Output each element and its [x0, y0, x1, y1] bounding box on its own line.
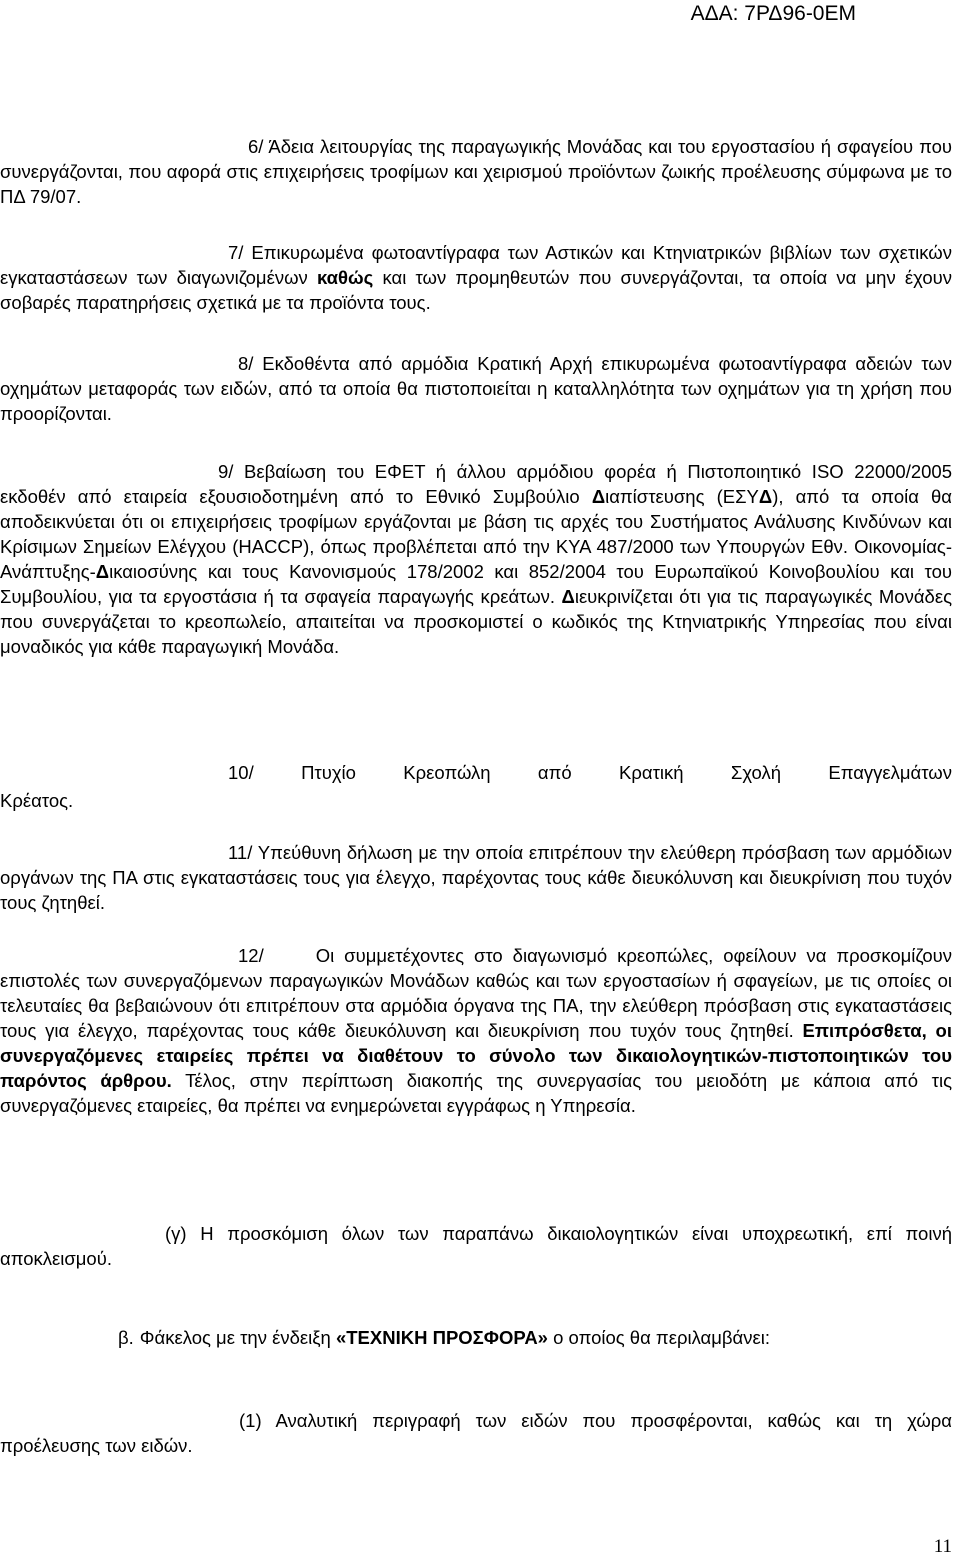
- paragraph-9-bold-1: Δ: [591, 486, 606, 507]
- paragraph-7-text-b: και των προμηθευτών που συνεργάζονται, τα οποία να μην έχουν σοβαρές παρατηρήσεις σχετικά με τα προϊόντα τους.: [0, 267, 953, 313]
- paragraph-g: (γ) Η προσκόμιση όλων των παραπάνω δικαιολογητικών είναι υποχρεωτική, επί ποινή αποκλεισμού.: [0, 1223, 952, 1269]
- paragraph-12-text-b: Τέλος, στην περίπτωση διακοπής της συνεργασίας του μειοδότη με κάποια από τις συνεργαζόμενες εταιρείες, θα πρέπει να ενημερώνεται εγγράφως η Υπηρεσία.: [0, 1070, 952, 1116]
- paragraph-10-line-1: 10/ Πτυχίο Κρεοπώλη από Κρατική Σχολή Επαγγελμάτων: [228, 762, 952, 783]
- paragraph-b-text-b: ο οποίος θα περιλαμβάνει:: [547, 1327, 770, 1348]
- paragraph-b-bold: «ΤΕΧΝΙΚΗ ΠΡΟΣΦΟΡΑ»: [335, 1327, 548, 1348]
- paragraph-9-text-b: ιαπίστευσης (ΕΣΥ: [605, 486, 759, 507]
- paragraph-1: (1) Αναλυτική περιγραφή των ειδών που προσφέρονται, καθώς και τη χώρα προέλευσης των ειδών.: [0, 1410, 952, 1456]
- paragraph-10-line-2: Κρέατος.: [0, 790, 74, 811]
- paragraph-7-text-a: 7/ Επικυρωμένα φωτοαντίγραφα των Αστικών και Κτηνιατρικών βιβλίων των σχετικών εγκαταστάσεων των διαγωνιζομένων: [0, 242, 952, 288]
- paragraph-12: [0, 943, 952, 1118]
- paragraph-12-text-a: Οι συμμετέχοντες στο διαγωνισμό κρεοπώλες, οφείλουν να προσκομίζουν επιστολές των συνεργαζόμενων παραγωγικών Μονάδων καθώς και των εργοστασίων ή σφαγείων, με τις οποίες οι τελευταίες θα βεβαιώνουν ότι επιτρέπουν στα αρμόδια όργανα της ΠΑ, την ελεύθερη πρόσβαση στις εγκαταστάσεις τους για έλεγχο, παρέχοντας τους κάθε διευκόλυνση και διευκρίνιση που τυχόν τους ζητηθεί.: [0, 945, 952, 1041]
- paragraph-9-text-c: ), από τα οποία θα αποδεικνύεται ότι οι επιχειρήσεις τροφίμων εργάζονται με βάση τις αρχές του Συστήματος Ανάλυσης Κινδύνων και Κρίσιμων Σημείων Ελέγχου (HACCP), όπως προβλέπεται από την ΚΥΑ 487/2000 των Υπουργών Εθν. Οικονομίας-Ανάπτυξης-: [0, 486, 952, 582]
- paragraph-12-number: 12/: [238, 945, 264, 966]
- paragraph-11: 11/ Υπεύθυνη δήλωση με την οποία επιτρέπουν την ελεύθερη πρόσβαση των αρμόδιων οργάνων της ΠΑ στις εγκαταστάσεις τους για έλεγχο, παρέχοντας τους κάθε διευκόλυνση και διευκρίνιση που τυχόν τους ζητηθεί.: [0, 842, 952, 913]
- paragraph-b-text-a: Φάκελος με την ένδειξη: [139, 1327, 336, 1348]
- paragraph-b-number: β.: [118, 1327, 134, 1348]
- paragraph-9-bold-4: Δ: [561, 586, 575, 607]
- paragraph-7: [0, 240, 952, 315]
- paragraph-9: [0, 459, 952, 659]
- paragraph-b: [0, 1325, 952, 1350]
- ada-code: ΑΔΑ: 7ΡΔ96-0ΕΜ: [690, 2, 856, 25]
- paragraph-8: 8/ Εκδοθέντα από αρμόδια Κρατική Αρχή επικυρωμένα φωτοαντίγραφα αδειών των οχημάτων μεταφοράς των ειδών, από τα οποία θα πιστοποιείται η καταλληλότητα των οχημάτων για τη χρήση που προορίζονται.: [0, 353, 952, 424]
- paragraph-6: 6/ Άδεια λειτουργίας της παραγωγικής Μονάδας και του εργοστασίου ή σφαγείου που συνεργάζονται, που αφορά στις επιχειρήσεις τροφίμων και χειρισμού προϊόντων ζωικής προέλευσης σύμφωνα με το ΠΔ 79/07.: [0, 136, 952, 207]
- paragraph-9-text-e: ιευκρινίζεται ότι για τις παραγωγικές Μονάδες που συνεργάζεται το κρεοπωλείο, απαιτείται να προσκομιστεί ο κωδικός της Κτηνιατρικής Υπηρεσίας που είναι μοναδικός για κάθε παραγωγική Μονάδα.: [0, 586, 952, 657]
- paragraph-12-bold: Επιπρόσθετα, οι συνεργαζόμενες εταιρείες πρέπει να διαθέτουν το σύνολο των δικαιολογητικών-πιστοποιητικών του παρόντος άρθρου.: [0, 1020, 952, 1091]
- paragraph-7-bold: καθώς: [316, 267, 374, 288]
- paragraph-9-bold-3: Δ: [95, 561, 110, 582]
- paragraph-9-text-d: ικαιοσύνης και τους Κανονισμούς 178/2002 και 852/2004 του Ευρωπαϊκού Κοινοβουλίου και του Συμβουλίου, για τα εργοστάσια ή τα σφαγεία παραγωγής κρεάτων.: [0, 561, 952, 607]
- page-number: 11: [933, 1536, 952, 1557]
- paragraph-9-bold-2: Δ: [758, 486, 773, 507]
- paragraph-9-text-a: 9/ Βεβαίωση του ΕΦΕΤ ή άλλου αρμόδιου φορέα ή Πιστοποιητικό ISO 22000/2005 εκδοθέν από εταιρεία εξουσιοδοτημένη από το Εθνικό Συμβούλιο: [0, 461, 952, 507]
